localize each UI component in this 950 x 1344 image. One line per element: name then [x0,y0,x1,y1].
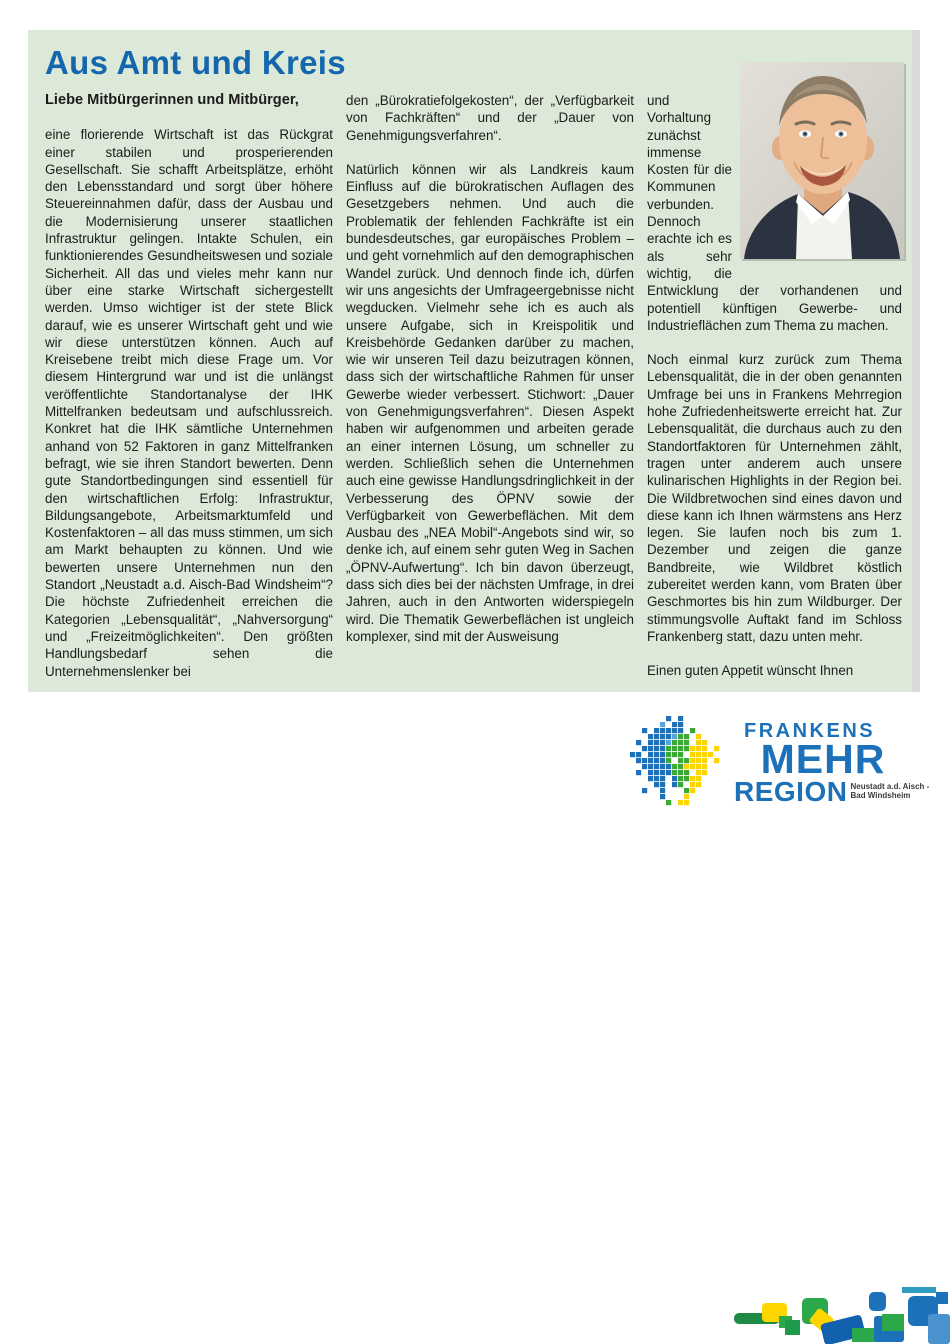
logo-word-frankens: FRANKENS [744,720,876,743]
region-logo [620,693,930,831]
page-title: Aus Amt und Kreis [45,44,346,81]
article-column-2 [346,92,634,731]
article-panel [28,30,920,692]
paragraph: und Vorhaltung zunächst immense Kosten für die Kommunen verbunden. Dennoch erachte ich es als sehr wichtig, die Entwicklung der vorhandenen und potentiell künftigen Gewerbe- und Industrieflächen zum Thema zu machen. [647,93,902,333]
article-column-3 [647,92,902,731]
paragraph: den „Bürokratiefolgekosten“, der „Verfügbarkeit von Fachkräften“ und der „Dauer von Genehmigungsverfahren“. [346,93,634,143]
logo-subtitle: Neustadt a.d. Aisch - Bad Windsheim [850,781,930,801]
logo-wordmark [734,720,930,807]
article-columns [45,92,902,731]
article-column-1 [45,92,333,731]
closing-line: Einen guten Appetit wünscht Ihnen [647,663,854,679]
pixel-map-graphic [630,716,726,808]
logo-word-region: REGION [734,775,848,807]
portrait-illustration [740,62,904,259]
paragraph: Natürlich können wir als Landkreis kaum Einfluss auf die bürokratischen Auflagen des Gesetzgebers nehmen. Und auch die Problematik der fehlenden Fachkräfte ist ein bundesdeutsches, gar europäisches Problem – und geht vornehmlich auf den demographischen Wandel zurück. Und dennoch finde ich, dürfen wir uns angesichts der Umfrageergebnisse nicht wegducken. Vielmehr sehe ich es auch als unsere Aufgabe, sich in Kreispolitik und Kreisbehörde Gedanken darüber zu machen, wie wir unseren Teil dazu beizutragen können, dass sich der wirtschaftliche Rahmen für unser Gewerbe wieder verbessert. Stichwort: „Dauer von Genehmigungsverfahren“. Diesen Aspekt haben wir aufgenommen und arbeiten gerade an einer internen Lösung, um schneller zu werden. Schließlich sehen die Unternehmen auch eine gewisse Handlungsdringlichkeit in der Verbesserung des ÖPNV sowie der Verfügbarkeit von Gewerbeflächen. Mit dem Ausbau des „NEA Mobil“-Angebots sind wir, so denke ich, auf einem sehr guten Weg in Sachen „ÖPNV-Aufwertung“. Ich bin davon überzeugt, dass sich dies bei der nächsten Umfrage, in drei Jahren, auch in den Antworten widerspiegeln wird. Die Thematik Gewerbeflächen ist ungleich komplexer, sind mit der Ausweisung [346,161,634,644]
portrait-photo [740,62,904,259]
paragraph: Noch einmal kurz zurück zum Thema Lebensqualität, die in der oben genannten Umfrage bei uns in Frankens Mehrregion hohe Zufriedenheitswerte erreicht hat. Zur Lebensqualität, die durchaus auch zu den Standortfaktoren für Unternehmen zählt, tragen unter anderem auch unsere kulinarischen Highlights in der Region bei. Die Wildbretwochen sind eines davon und diese kann ich Ihnen wärmstens ans Herz legen. Sie laufen noch bis zum 1. Dezember und zeigen die ganze Bandbreite, wie Wildbret köstlich zubereitet werden kann, vom Braten über Geschmortes bis hin zum Wildburger. Der stimmungsvolle Auftakt fand im Schloss Frankenberg statt, dazu unten mehr. [647,352,902,644]
logo-word-mehr: MEHR [760,736,886,783]
paragraph: eine florierende Wirtschaft ist das Rückgrat einer stabilen und prosperierenden Gesellschaft. Sie schafft Arbeitsplätze, erhöht den Lebensstandard und sorgt über höhere Steuereinnahmen dafür, dass der Ausbau und die Modernisierung unserer staatlichen Infrastruktur gelingen. Intakte Schulen, ein funktionierendes Gesundheitswesen und soziale Sicherheit. All das und vieles mehr kann nur über eine starke Wirtschaft sichergestellt werden. Umso wichtiger ist der stete Blick darauf, wie es unserer Wirtschaft geht und wie wir diese unterstützen können. Auch auf Kreisebene treibt mich diese Frage um. Vor diesem Hintergrund war und ist die unlängst veröffentlichte Standortanalyse der IHK Mittelfranken bedeutsam und aufschlussreich. Konkret hat die IHK sämtliche Unternehmen anhand von 52 Faktoren in ganz Mittelfranken befragt, wie sie ihren Standort bewerten. Denn gute Standortbedingungen sind essentiell für den wirtschaftlichen Erfolg: Infrastruktur, Bildungsangebote, Arbeitsmarktumfeld und Kostenfaktoren – all das muss stimmen, um sich am Markt behaupten zu können. Und wie bewerten unsere Unternehmen nun den Standort „Neustadt a.d. Aisch-Bad Windsheim“? Die höchste Zufriedenheit erreichen die Kategorien „Lebensqualität“, „Nahversorgung“ und „Freizeitmöglichkeiten“. Den größten Handlungsbedarf sehen die Unternehmenslenker bei [45,127,333,679]
pixel-decoration [722,1286,950,1344]
greeting-line: Liebe Mitbürgerinnen und Mitbürger, [45,92,299,108]
